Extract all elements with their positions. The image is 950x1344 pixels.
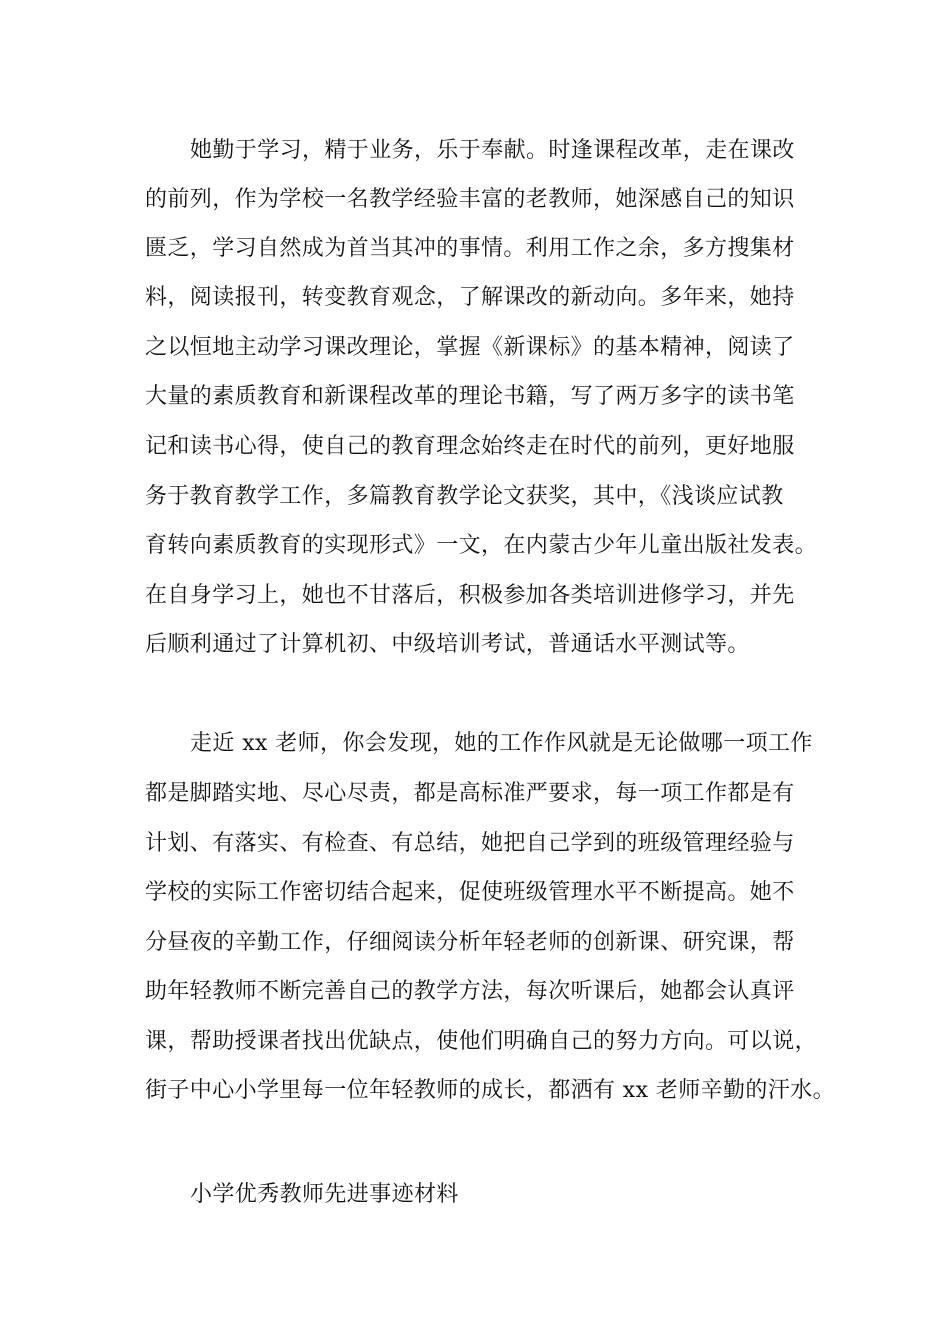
paragraph-2-line-3: 计划、有落实、有检查、有总结，她把自己学到的班级管理经验与 [145, 831, 795, 856]
paragraph-2-line-5: 分昼夜的辛勤工作，仔细阅读分析年轻老师的创新课、研究课，帮 [145, 930, 795, 955]
paragraph-1-line-11: 后顺利通过了计算机初、中级培训考试，普通话水平测试等。 [145, 632, 750, 657]
paragraph-2-line-8: 街子中心小学里每一位年轻教师的成长，都洒有 xx 老师辛勤的汗水。 [145, 1078, 836, 1103]
paragraph-2-line-2: 都是脚踏实地、尽心尽责，都是高标准严要求，每一项工作都是有 [145, 781, 795, 806]
paragraph-1-line-6: 大量的素质教育和新课程改革的理论书籍，写了两万多字的读书笔 [145, 384, 795, 409]
paragraph-1-line-4: 料，阅读报刊，转变教育观念，了解课改的新动向。多年来，她持 [145, 285, 795, 310]
paragraph-2-line-4: 学校的实际工作密切结合起来，促使班级管理水平不断提高。她不 [145, 880, 795, 905]
paragraph-1-line-8: 务于教育教学工作，多篇教育教学论文获奖，其中，《浅谈应试教 [145, 484, 784, 509]
paragraph-1-line-5: 之以恒地主动学习课改理论，掌握《新课标》的基本精神，阅读了 [145, 335, 795, 360]
paragraph-1-line-2: 的前列，作为学校一名教学经验丰富的老教师，她深感自己的知识 [145, 187, 795, 212]
paragraph-1-line-3: 匮乏，学习自然成为首当其冲的事情。利用工作之余，多方搜集材 [145, 236, 795, 261]
paragraph-1-line-1: 她勤于学习，精于业务，乐于奉献。时逢课程改革，走在课改 [190, 138, 795, 163]
section-heading: 小学优秀教师先进事迹材料 [190, 1182, 459, 1207]
paragraph-2-line-7: 课，帮助授课者找出优缺点，使他们明确自己的努力方向。可以说， [145, 1029, 818, 1054]
paragraph-1-line-10: 在自身学习上，她也不甘落后，积极参加各类培训进修学习，并先 [145, 583, 795, 608]
paragraph-1-line-7: 记和读书心得，使自己的教育理念始终走在时代的前列，更好地服 [145, 434, 795, 459]
paragraph-2-line-1: 走近 xx 老师，你会发现，她的工作作风就是无论做哪一项工作 [190, 731, 813, 756]
paragraph-1-line-9: 育转向素质教育的实现形式》一文，在内蒙古少年儿童出版社发表。 [145, 533, 818, 558]
paragraph-2-line-6: 助年轻教师不断完善自己的教学方法，每次听课后，她都会认真评 [145, 979, 795, 1004]
